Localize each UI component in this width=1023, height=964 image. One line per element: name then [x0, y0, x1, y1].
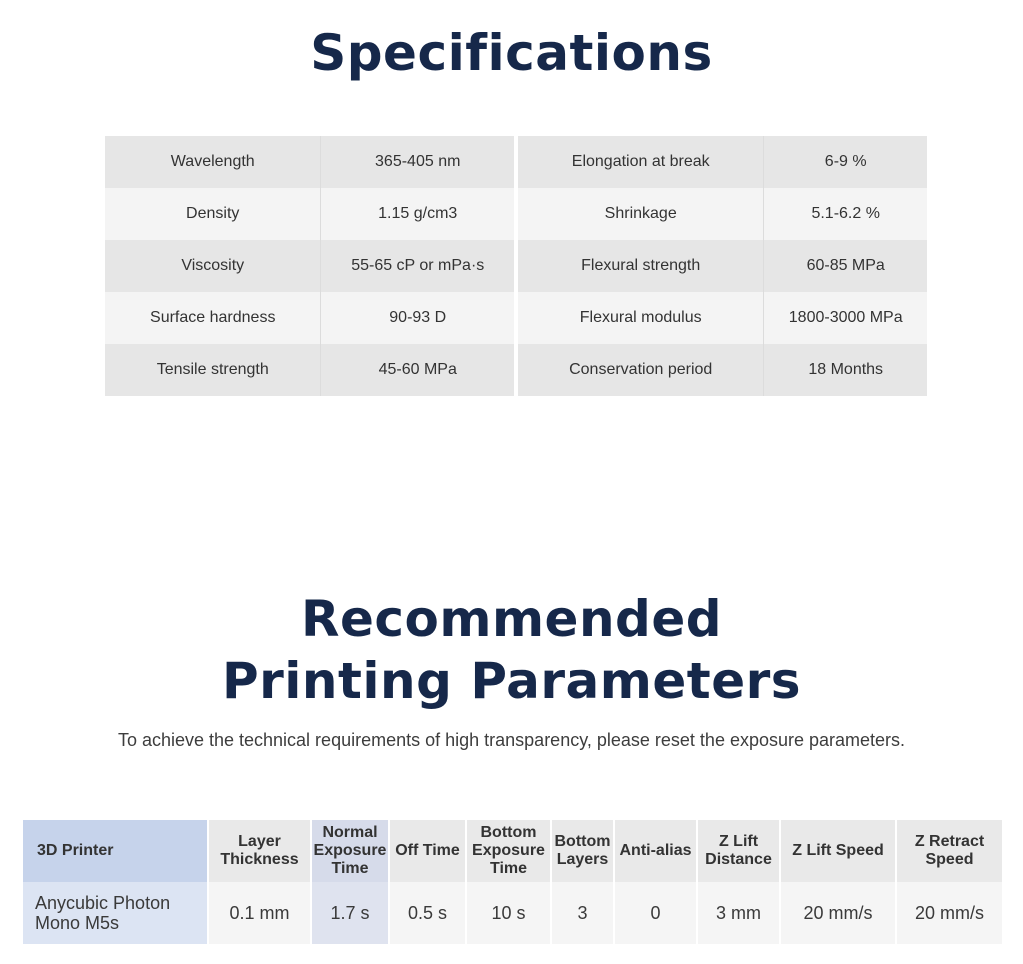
spec-value: 18 Months: [808, 361, 884, 378]
header-bottom-layers: Bottom Layers: [551, 820, 614, 882]
spec-value: 5.1-6.2 %: [811, 205, 880, 222]
specifications-right-column: [518, 136, 927, 396]
header-off-time: Off Time: [389, 820, 466, 882]
spec-label: Conservation period: [518, 344, 764, 396]
spec-value: 1800-3000 MPa: [788, 309, 903, 326]
cell-z-lift-distance: 3 mm: [697, 882, 780, 944]
spec-value: 90-93 D: [389, 309, 447, 326]
spec-row: [105, 344, 514, 396]
spec-label: Viscosity: [105, 240, 321, 292]
recommended-subtitle: To achieve the technical requirements of high transparency, please reset the exposure parameters.: [117, 730, 906, 750]
header-z-lift-speed: Z Lift Speed: [780, 820, 896, 882]
printing-parameters-table: [23, 820, 1004, 944]
spec-value: 55-65 cP or mPa·s: [351, 257, 485, 274]
header-anti-alias: Anti-alias: [614, 820, 697, 882]
cell-bottom-layers: 3: [551, 882, 614, 944]
spec-row: [105, 136, 514, 188]
recommended-parameters-title: [0, 588, 1023, 712]
spec-label: Surface hardness: [105, 292, 321, 344]
spec-row: [518, 188, 927, 240]
title-line-1: Recommended: [300, 590, 723, 648]
header-z-retract-speed: Z Retract Speed: [896, 820, 1003, 882]
cell-bottom-exposure-time: 10 s: [466, 882, 551, 944]
cell-layer-thickness: 0.1 mm: [208, 882, 311, 944]
cell-z-lift-speed: 20 mm/s: [780, 882, 896, 944]
spec-value: 45-60 MPa: [378, 361, 457, 378]
header-z-lift-distance: Z Lift Distance: [697, 820, 780, 882]
spec-row: [518, 344, 927, 396]
spec-value: 60-85 MPa: [806, 257, 885, 274]
spec-label: Tensile strength: [105, 344, 321, 396]
cell-normal-exposure-time: 1.7 s: [311, 882, 389, 944]
specifications-table: [105, 136, 927, 396]
spec-label: Elongation at break: [518, 136, 764, 188]
cell-off-time: 0.5 s: [389, 882, 466, 944]
header-layer-thickness: Layer Thickness: [208, 820, 311, 882]
specifications-left-column: [105, 136, 514, 396]
spec-value: 1.15 g/cm3: [378, 205, 458, 222]
spec-label: Flexural strength: [518, 240, 764, 292]
parameters-data-row: [23, 882, 1003, 944]
spec-row: [518, 240, 927, 292]
spec-row: [518, 292, 927, 344]
cell-z-retract-speed: 20 mm/s: [896, 882, 1003, 944]
title-line-2: Printing Parameters: [221, 652, 802, 710]
cell-anti-alias: 0: [614, 882, 697, 944]
cell-printer-model: Anycubic Photon Mono M5s: [23, 882, 208, 944]
header-normal-exposure-time: Normal Exposure Time: [311, 820, 389, 882]
spec-label: Wavelength: [105, 136, 321, 188]
header-bottom-exposure-time: Bottom Exposure Time: [466, 820, 551, 882]
spec-label: Density: [105, 188, 321, 240]
header-3d-printer: 3D Printer: [23, 820, 208, 882]
spec-row: [105, 292, 514, 344]
spec-value: 6-9 %: [824, 153, 867, 170]
spec-row: [105, 188, 514, 240]
spec-value: 365-405 nm: [375, 153, 461, 170]
spec-row: [105, 240, 514, 292]
specifications-title: Specifications: [310, 24, 713, 82]
spec-label: Flexural modulus: [518, 292, 764, 344]
parameters-header-row: [23, 820, 1003, 882]
spec-label: Shrinkage: [518, 188, 764, 240]
spec-row: [518, 136, 927, 188]
